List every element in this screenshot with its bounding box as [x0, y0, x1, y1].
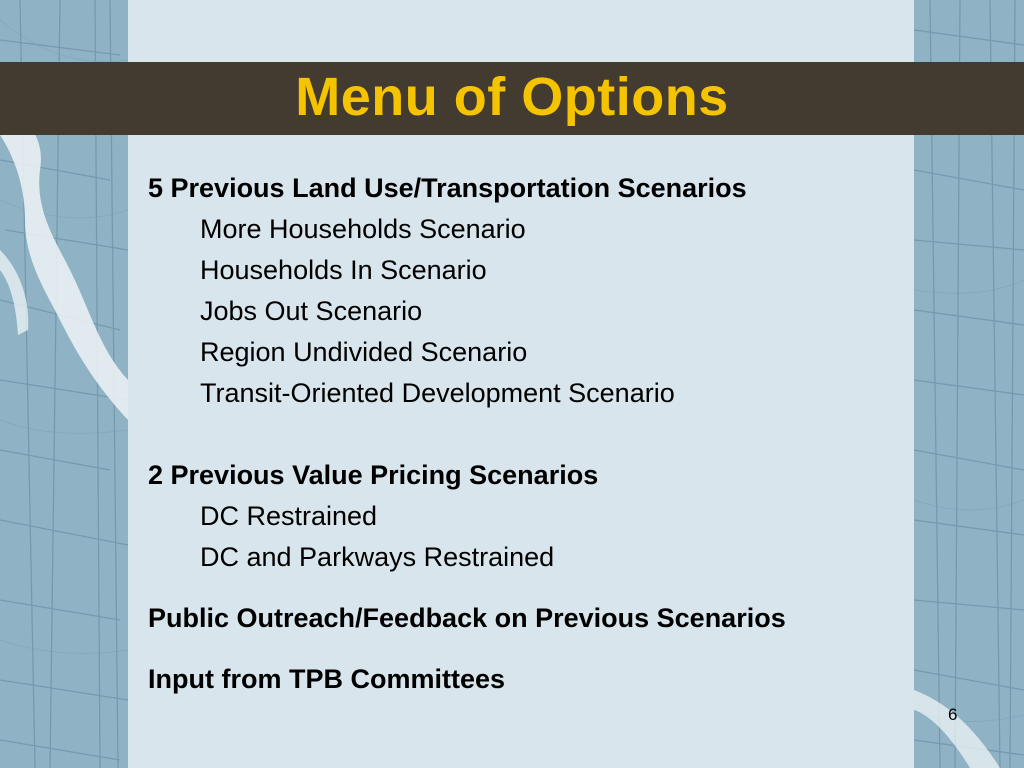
list-item: Jobs Out Scenario: [200, 296, 423, 326]
list-item: More Households Scenario: [200, 214, 526, 244]
list-item: Region Undivided Scenario: [200, 337, 528, 367]
section-heading: 2 Previous Value Pricing Scenarios: [148, 460, 599, 490]
section-heading: Public Outreach/Feedback on Previous Scenarios: [148, 603, 786, 633]
list-item: Households In Scenario: [200, 255, 487, 285]
section-heading: 5 Previous Land Use/Transportation Scenarios: [148, 173, 747, 203]
list-item: Transit-Oriented Development Scenario: [200, 378, 675, 408]
slide-title: Menu of Options: [295, 67, 729, 127]
page-number: 6: [948, 705, 958, 724]
section-heading: Input from TPB Committees: [148, 664, 506, 694]
slide-content: [148, 168, 908, 700]
list-item: DC Restrained: [200, 501, 378, 531]
list-item: DC and Parkways Restrained: [200, 542, 555, 572]
